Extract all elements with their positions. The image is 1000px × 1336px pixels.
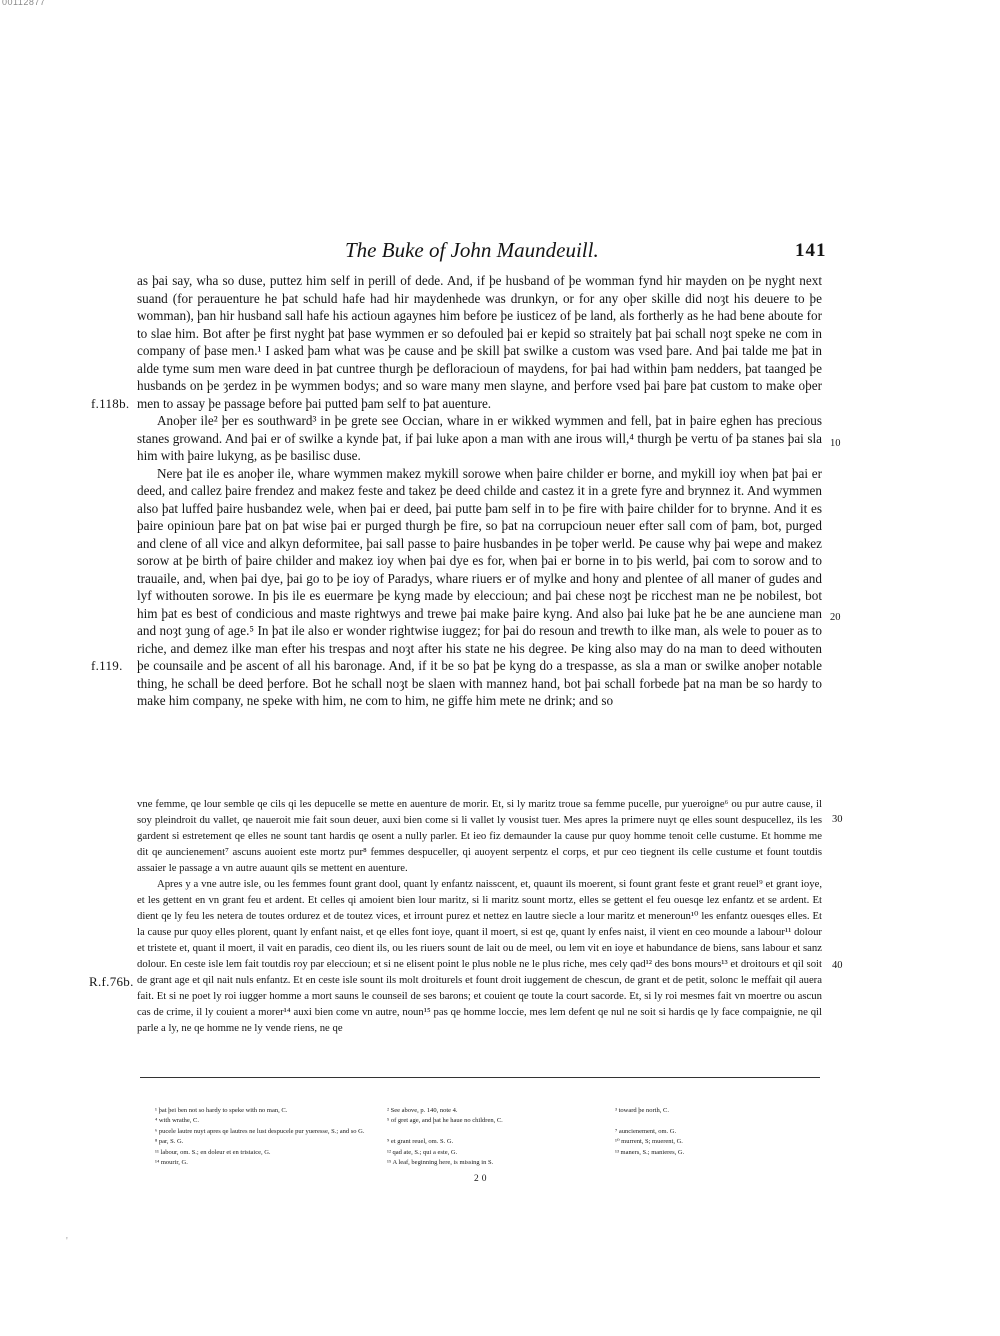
folio-note: R.f.76b. — [89, 974, 134, 989]
footnote: ⁸ par, S. G. — [155, 1138, 184, 1146]
footnotes-column-2 — [387, 1106, 503, 1168]
footnote: ⁷ auncienement, om. G. — [615, 1127, 677, 1135]
footnotes-column-3 — [615, 1106, 684, 1158]
folio-note: f.118b. — [91, 396, 130, 411]
footnote: ¹⁴ mourir, G. — [155, 1159, 188, 1167]
footnotes-column-1 — [155, 1106, 364, 1168]
footnote: ¹⁰ murrent, S; muerent, G. — [615, 1138, 683, 1146]
footnote: ⁵ of gret age, and þat he haue no children, C. — [387, 1117, 503, 1125]
french-text — [137, 796, 822, 1036]
footnote: ⁶ pucele lautre nuyt apres qe lautres ne lust despucele pur yueresse, S.; and so G. — [155, 1127, 365, 1135]
footnote: ² See above, p. 140, note 4. — [387, 1107, 458, 1114]
archive-id: 00112877 — [2, 0, 46, 7]
folio-note: f.119. — [91, 658, 123, 673]
line-number: 10 — [830, 438, 841, 449]
footnote: ¹¹ labour, om. S.; en doleur et en tristaice, G. — [155, 1148, 271, 1156]
stray-mark: ' — [66, 1236, 68, 1247]
running-title: The Buke of John Maundeuill. — [345, 238, 599, 262]
main-text — [137, 272, 822, 710]
footnote: ¹ þat þei ben not so hardy to speke with no man, C. — [155, 1107, 288, 1114]
paragraph: Apres y a vne autre isle, ou les femmes fount grant dool, quant ly enfantz naisscent, et, quaunt ils moerent, si fount grant feste et grant reuel⁹ et grant ioye, et les gettent en vn grant feu et ardent. Et celles qi amoient bien lour maritz, si li maritz sount mortz, elles se gettent el feu ouesqe lez enfantz et se ardent. Et dient qe ly feu les netera de toutes ordurez et de toutez vices, et irrount purez et nettez en lautre siecle a lour maritz et meneroun¹⁰ les enfantz ouesqes elles. Et la cause pur quoy elles plorent, quant ly enfant naist, et qe elles font ioye, quant il moert, si est qe, quant ly enfes naist, il vient en ceo mounde a labour¹¹ dolour et tristete et, quant il moert, il vait en paradis, ceo dient ils, ou les riuers sount de lait ou de meel, ou lem vit en ioye et habundance de biens, sans labour et sanz dolour. En ceste isle lem fait toutdis roy par eleccioun; et si ne elisent point le plus noble ne le plus riche, mes cely qad¹² des bons mours¹³ et droitours et qil soit de grant age et qil nait nuls enfantz. Et en ceste isle sount ils molt droiturels et fount droit iuggement de chescun, de grant et de petit, solonc le meffait qil auera fait. Et si ne poet ly roi iugger homme a mort sauns le counseil de ses barons; et couient qe toute la court sacorde. Et, si ly roi mesmes fait vn moertre ou ascun cas de crime, il ly couient a morer¹⁴ auxi bien come vn autre, noun¹⁵ pas qe homme loccie, mes lem defent qe nul ne soit si hardis qe ly face compaignie, ne qil parle a ly, ne qe homme ne ly vende riens, ne qe — [137, 878, 822, 1034]
paragraph: vne femme, qe lour semble qe cils qi les depucelle se mette en auenture de morir. Et, si ly maritz troue sa femme pucelle, pur yueroigne⁶ ou pur autre cause, il soy pleindroit du vallet, qe naueroit mie fait soun deuer, auxi bien come si li vallet ly vousist tuer. Mes apres la primere nuyt qe elles sount despucellez, ils les gardent si estretement qe elles ne sount tant hardis qe osent a nully parler. Et ieo fiz demaunder la cause pur quoy homme tenoit celle custume. Et homme me dit qe auncienement⁷ ascuns auoient este mortz pur⁸ femmes despuceller, qi auoyent serpentz el corps, et pur ceo tiegnent ils celle custume et fount toutdis assaier le passage a vn autre auaunt qils se mettent en auenture. — [137, 798, 822, 874]
footnote: ¹³ maners, S.; manieres, G. — [615, 1148, 685, 1156]
paragraph: Nere þat ile es anoþer ile, whare wymmen makez mykill sorowe when þaire childer er borne, and mykill ioy when þat þai er deed, and callez þaire frendez and makez feste and takez þe deed childe and castez it in a grete fyre and brynnez it. And wymmen also þat luffed þaire husbandez wele, when þai er deed, þai putte þam self in to þe fire with þaire childer for to brynne. And it es þaire opinioun þare þat on þat wise þai er purged thurgh þe fire, so þat na corrupcioun neuer efter sall com of þam, bot, purged and clene of all vice and alkyn deformitee, þai sall passe to þaire husbandes in þe toþer werld. Þe cause why þai wepe and makez sorow at þe birth of þaire childer and makez ioy when þai dye es for, when þai er borne in to þis werld, þai com to sorow and to trauaile, and, when þai dye, þai go to þe ioy of Paradys, whare riuers er of mylke and hony and plentee of all maner of gudes and lyf withouten sorowe. In þis ile es euermare þe kyng made by eleccioun; and þai chese noȝt þe ricchest man ne þe nobilest, bot him þat es best of condicious and maste rightwys and trewe þai make þaire kyng. And also þai luke þat he be ane aunciene man and noȝt ȝung of age.⁵ In þat ile also er wonder rightwise iuggez; for þai do resoun and trewth to ilke man, als wele to pouer as to riche, and demez ilke man efter his trespas and noȝt after his state ne his degree. Þe king also may do na man to deed withouten þe counsaile and þe ascent of all his baronage. And, if it be so þat þe kyng do a trespasse, as sla a man or swilke anoþer notable thing, he schall be deed þerfore. Bot he schall noȝt be slaen with mannez hand, bot þai schall forbede þat na man be so hardy to make him company, ne speke with him, ne com to him, ne giffe him mete ne drink; and so — [137, 465, 822, 708]
page-number: 141 — [795, 240, 827, 261]
footnote: ¹⁵ A leaf, beginning here, is missing in S. — [387, 1159, 494, 1167]
line-number: 20 — [830, 612, 841, 623]
footnote: ⁹ et grant reuel, om. S. G. — [387, 1138, 454, 1146]
signature-mark: 20 — [474, 1174, 490, 1184]
line-number: 30 — [832, 814, 843, 825]
footnote — [387, 1127, 503, 1137]
paragraph: as þai say, wha so duse, puttez him self in perill of dede. And, if þe husband of þe womman fynd hir mayden on þe nyght next suand (for perauenture he þat schuld hafe had hir maydenhede was drunkyn, or for any oþer skille did noȝt his deuere to þe womman), þan hir husband sall hafe his actioun agaynes him before þe iusticez of þe land, als fortherly as he had bene aboute for to slae him. Bot after þe first nyght þat þase wymmen er so defouled þai er kepid so straitely þat þai schall noȝt speke ne com in company of þase men.¹ I asked þam what was þe cause and þe skill þat swilke a custom was vsed þare. And þai talde me þat in alde tyme sum men ware deed in þat cuntree thurgh þe defloracioun of maydens, for þai had within þam nedders, þat taanged þe husbands on þe ȝerdez in þe wymmen bodys; and so ware many men slayne, and þerfore vsed þai þare þat custom to make oþer men to assay þe passage before þai putted þam self to þat auenture. — [137, 273, 822, 411]
line-number: 40 — [832, 960, 843, 971]
footnote: ⁴ with wrathe, C. — [155, 1117, 199, 1125]
footnote: ³ toward þe north, C. — [615, 1107, 669, 1114]
footnote: ¹² qad ate, S.; qui a este, G. — [387, 1148, 458, 1156]
paragraph: Anoþer ile² þer es southward³ in þe grete see Occian, whare in er wikked wymmen and fell, þat in þaire eghen has precious stanes growand. And þai er of swilke a kynde þat, if þai luke apon a man with ane irous will,⁴ thurgh þe vertu of þa stanes þai sla him with þaire lukyng, as þe basilisc duse. — [137, 413, 822, 463]
footnote — [615, 1116, 684, 1126]
footnote-rule — [140, 1077, 820, 1078]
